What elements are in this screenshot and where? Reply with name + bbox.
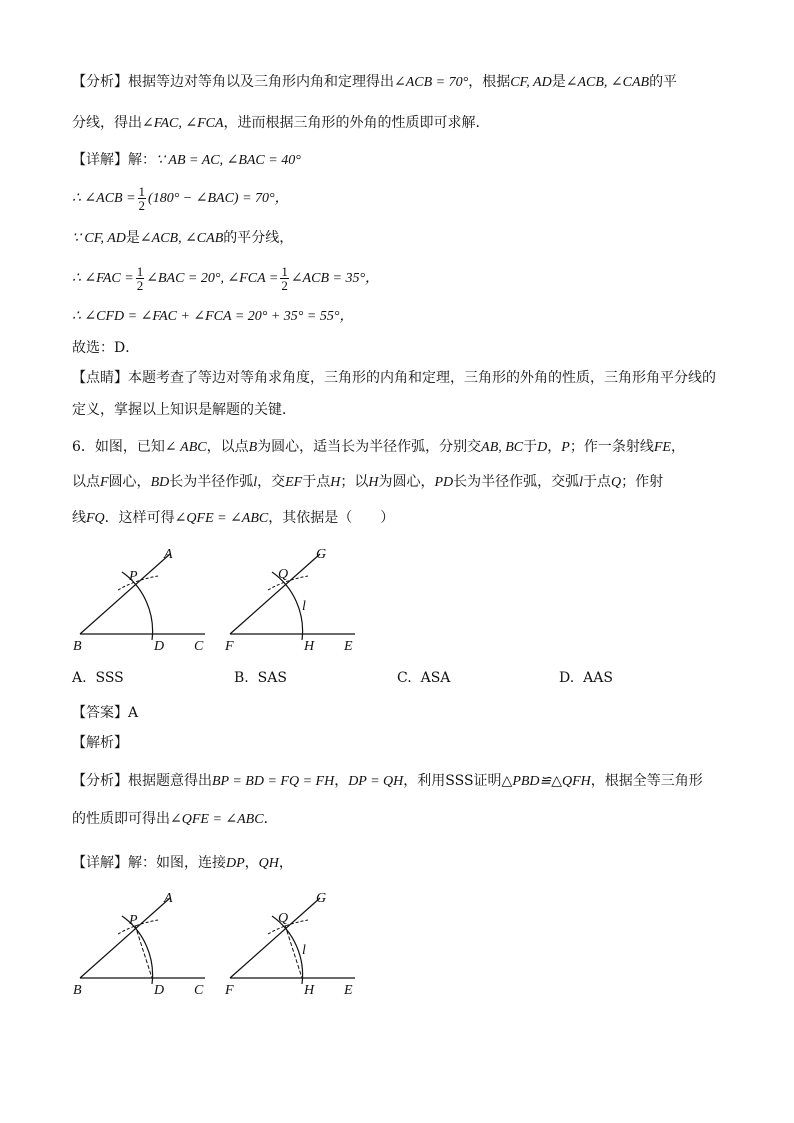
label-B: B (73, 983, 82, 998)
comment-line1: 【点睛】本题考查了等边对等角求角度，三角形的内角和定理，三角形的外角的性质，三角形角平分线的 (72, 370, 716, 386)
label-l: l (302, 599, 306, 614)
label-B: B (73, 639, 82, 654)
option-c: C. ASA (397, 670, 451, 686)
label-G: G (316, 547, 327, 562)
option-a: A. SSS (72, 670, 124, 686)
solution-figure (60, 880, 380, 1000)
label-F: F (225, 983, 234, 998)
detail2-line: 【详解】解：如图，连接DP，QH， (72, 855, 293, 871)
label-l: l (302, 943, 306, 958)
question6-line2: 以点F圆心，BD长为半径作弧l，交EF于点H；以H为圆心，PD长为半径作弧，交弧l于点Q；作射 (72, 474, 664, 490)
answer-tag: 【答案】 (72, 705, 128, 721)
question-figure (60, 540, 380, 660)
ray-BA (80, 898, 170, 978)
segment-DP (135, 925, 152, 978)
detail1-line2: ∴ ∠ACB = $\frac{1}{2}$ (180° − ∠BAC) = 70°， (72, 183, 289, 213)
detail1-line5: ∴ ∠CFD = ∠FAC + ∠FCA = 20° + 35° = 55°， (72, 309, 354, 324)
answer-line (72, 703, 138, 723)
label-C: C (194, 983, 204, 998)
label-H: H (304, 639, 315, 654)
comment-line2: 定义，掌握以上知识是解题的关键． (72, 402, 296, 418)
option-d: D. AAS (559, 670, 613, 686)
ray-FG (230, 554, 320, 634)
option-b: B. SAS (234, 670, 287, 686)
segment-QH (285, 925, 302, 978)
fraction-half: $\frac{1}{2}$ (136, 263, 144, 293)
label-F: F (225, 639, 234, 654)
fraction-half: $\frac{1}{2}$ (281, 263, 288, 293)
label-Q: Q (278, 911, 289, 926)
label-A: A (164, 547, 173, 562)
answer-value: A (128, 705, 139, 721)
label-D: D (154, 639, 165, 654)
arc-l (272, 916, 303, 984)
detail1-line6: 故选：D． (72, 340, 140, 356)
label-P: P (129, 569, 138, 584)
ray-FG (230, 898, 320, 978)
detail1-line1: 【详解】解：∵ AB = AC, ∠BAC = 40° (72, 152, 301, 168)
label-A: A (164, 891, 173, 906)
detail-tag: 【详解】 (72, 152, 128, 168)
label-C: C (194, 639, 204, 654)
question6-line1: 6．如图，已知∠ ABC，以点B为圆心，适当长为半径作弧，分别交AB, BC于D，P；作一条射线FE， (72, 439, 685, 455)
label-E: E (344, 983, 353, 998)
analysis1-line1: 【分析】根据等边对等角以及三角形内角和定理得出∠ACB = 70°，根据CF, AD是∠ACB, ∠CAB的平 (72, 74, 678, 90)
fraction-half: $\frac{1}{2}$ (138, 183, 146, 213)
detail1-line4: ∴ ∠FAC = $\frac{1}{2}$ ∠BAC = 20°, ∠FCA = $\frac{1}{2}$ ∠ACB = 35°， (72, 263, 380, 293)
parse-tag: 【解析】 (72, 735, 128, 751)
analysis2-line1: 【分析】根据题意得出BP = BD = FQ = FH，DP = QH，利用SSS证明△PBD≌△QFH，根据全等三角形 (72, 773, 703, 789)
label-P: P (129, 913, 138, 928)
label-D: D (154, 983, 165, 998)
label-H: H (304, 983, 315, 998)
ray-BA (80, 554, 170, 634)
analysis2-line2: 的性质即可得出∠QFE = ∠ABC． (72, 811, 278, 827)
label-Q: Q (278, 567, 289, 582)
label-G: G (316, 891, 327, 906)
detail1-line3: ∵ CF, AD是∠ACB, ∠CAB的平分线， (72, 230, 294, 246)
label-E: E (344, 639, 353, 654)
question6-line3: 线FQ．这样可得∠QFE = ∠ABC，其依据是（ ） (72, 510, 395, 526)
arc-l (272, 572, 303, 640)
analysis-tag: 【分析】 (72, 74, 128, 90)
analysis1-line2: 分线，得出∠FAC, ∠FCA，进而根据三角形的外角的性质即可求解． (72, 115, 490, 131)
comment-tag: 【点睛】 (72, 370, 128, 386)
